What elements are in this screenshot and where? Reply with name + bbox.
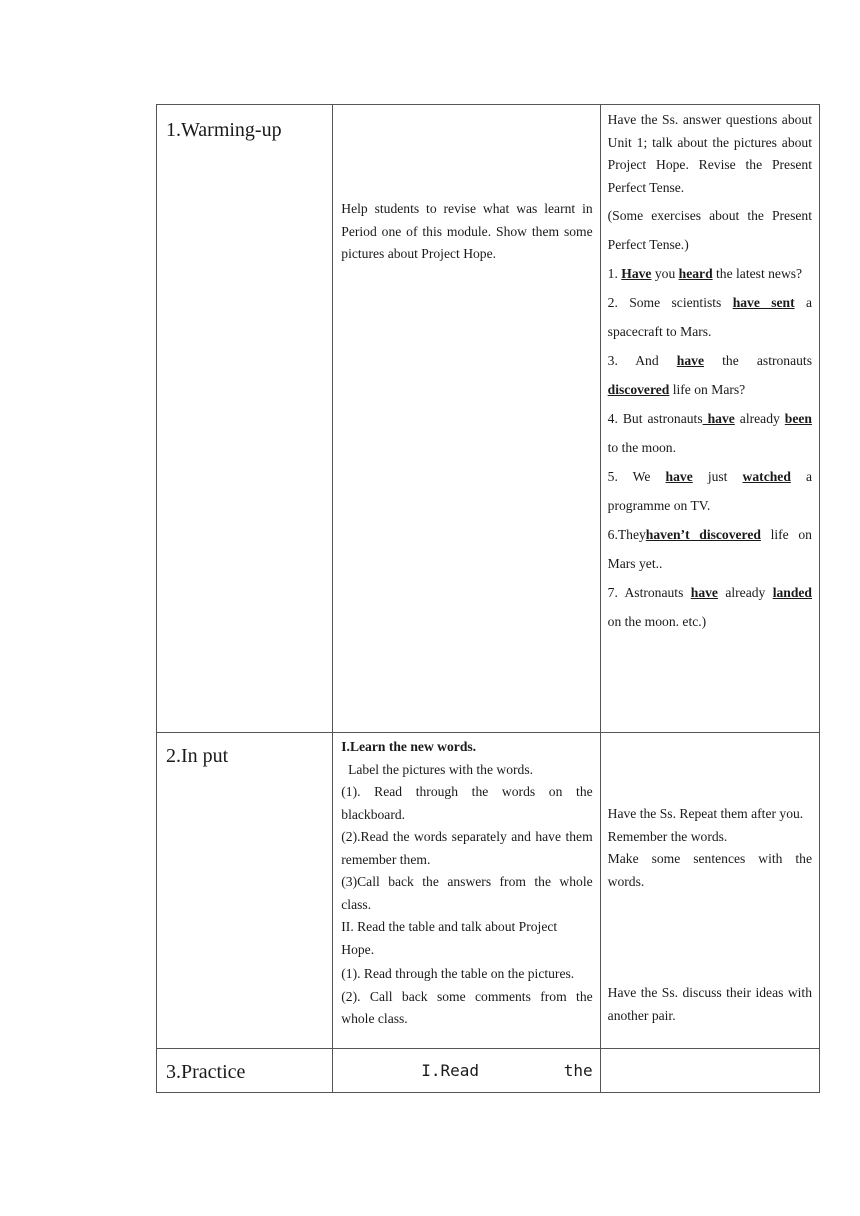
sentence-text: a spacecraft to Mars. xyxy=(607,295,812,339)
sentence-text: you xyxy=(651,266,679,281)
sentence-text: the astronauts xyxy=(703,353,812,368)
stage-cell xyxy=(157,1049,333,1093)
section-heading: II. Read the table and talk about Project Hope. xyxy=(341,919,558,957)
student-activity-text: Have the Ss. discuss their ideas with another pair. xyxy=(607,985,812,1023)
exercise-sentence xyxy=(608,404,812,462)
exercise-list xyxy=(608,259,812,636)
table-row-input xyxy=(157,733,820,1049)
verb-answer: have sent xyxy=(732,295,795,310)
verb-answer: discovered xyxy=(607,382,670,397)
teacher-step: (3)Call back the answers from the whole class. xyxy=(341,874,593,912)
sentence-text: 6.They xyxy=(607,527,646,542)
exercise-sentence xyxy=(608,259,812,288)
teacher-step: (2). Call back some comments from the whole class. xyxy=(341,988,593,1026)
sentence-text: already xyxy=(734,411,785,426)
teacher-step: (1). Read through the table on the pictures. xyxy=(341,966,575,981)
stage-cell xyxy=(157,105,333,733)
verb-answer: watched xyxy=(742,469,791,484)
practice-step-text: I.Read xyxy=(421,1061,480,1080)
verb-answer: heard xyxy=(678,266,713,281)
teacher-activity-text: Help students to revise what was learnt in Period one of this module. Show them some pictures about Project Hope. xyxy=(341,201,593,261)
student-activity-intro: Have the Ss. answer questions about Unit 1; talk about the pictures about Project Hope. Revise the Present Perfect Tense. xyxy=(607,112,812,195)
exercise-sentence xyxy=(608,288,812,346)
verb-answer: Have xyxy=(621,266,652,281)
sentence-text: life on Mars? xyxy=(669,382,746,397)
verb-answer: have xyxy=(690,585,718,600)
sentence-text: to the moon. xyxy=(607,440,676,455)
exercise-sentence xyxy=(608,346,812,404)
section-heading: I.Learn the new words. xyxy=(341,739,477,754)
sentence-text: 7. Astronauts xyxy=(607,585,691,600)
exercise-sentence xyxy=(608,578,812,636)
table-row-practice xyxy=(157,1049,820,1093)
stage-label: 3.Practice xyxy=(166,1061,246,1083)
sentence-text: on the moon. etc.) xyxy=(607,614,707,629)
teacher-step: (1). Read through the words on the blackboard. xyxy=(341,784,593,822)
verb-answer: have xyxy=(702,411,735,426)
student-activity-text: Have the Ss. Repeat them after you. xyxy=(607,806,804,821)
sentence-text: the latest news? xyxy=(712,266,803,281)
student-activity-cell xyxy=(600,733,819,1049)
lesson-plan-table xyxy=(156,104,820,1093)
verb-answer: have xyxy=(665,469,693,484)
teacher-activity-cell xyxy=(333,733,600,1049)
sentence-text: 3. And xyxy=(607,353,677,368)
stage-cell xyxy=(157,733,333,1049)
sentence-text: life on Mars yet.. xyxy=(607,527,812,571)
sentence-text: already xyxy=(717,585,773,600)
practice-step-text: the xyxy=(563,1061,593,1080)
teacher-activity-cell xyxy=(333,105,600,733)
verb-answer: been xyxy=(784,411,812,426)
verb-answer: landed xyxy=(772,585,812,600)
exercise-sentence xyxy=(608,462,812,520)
stage-label: 1.Warming-up xyxy=(166,119,282,141)
sentence-text: 4. But astronauts xyxy=(607,411,703,426)
sentence-text: a programme on TV. xyxy=(607,469,813,513)
student-activity-cell xyxy=(600,1049,819,1093)
exercise-sentence xyxy=(608,520,812,578)
exercise-intro: (Some exercises about the Present Perfect Tense.) xyxy=(607,208,812,252)
sentence-text: 2. Some scientists xyxy=(607,295,733,310)
sentence-text: just xyxy=(692,469,743,484)
stage-label: 2.In put xyxy=(166,745,229,767)
verb-answer: haven’t discovered xyxy=(645,527,761,542)
student-activity-text: Remember the words. xyxy=(607,828,728,844)
student-activity-cell xyxy=(600,105,819,733)
table-row-warming-up xyxy=(157,105,820,733)
student-activity-text: Make some sentences with the words. xyxy=(607,851,812,889)
sentence-text: 5. We xyxy=(607,469,666,484)
sentence-text: 1. xyxy=(607,266,622,281)
teacher-step: Label the pictures with the words. xyxy=(341,761,534,777)
verb-answer: have xyxy=(676,353,704,368)
teacher-activity-cell xyxy=(333,1049,600,1093)
teacher-step: (2).Read the words separately and have them remember them. xyxy=(341,829,593,867)
